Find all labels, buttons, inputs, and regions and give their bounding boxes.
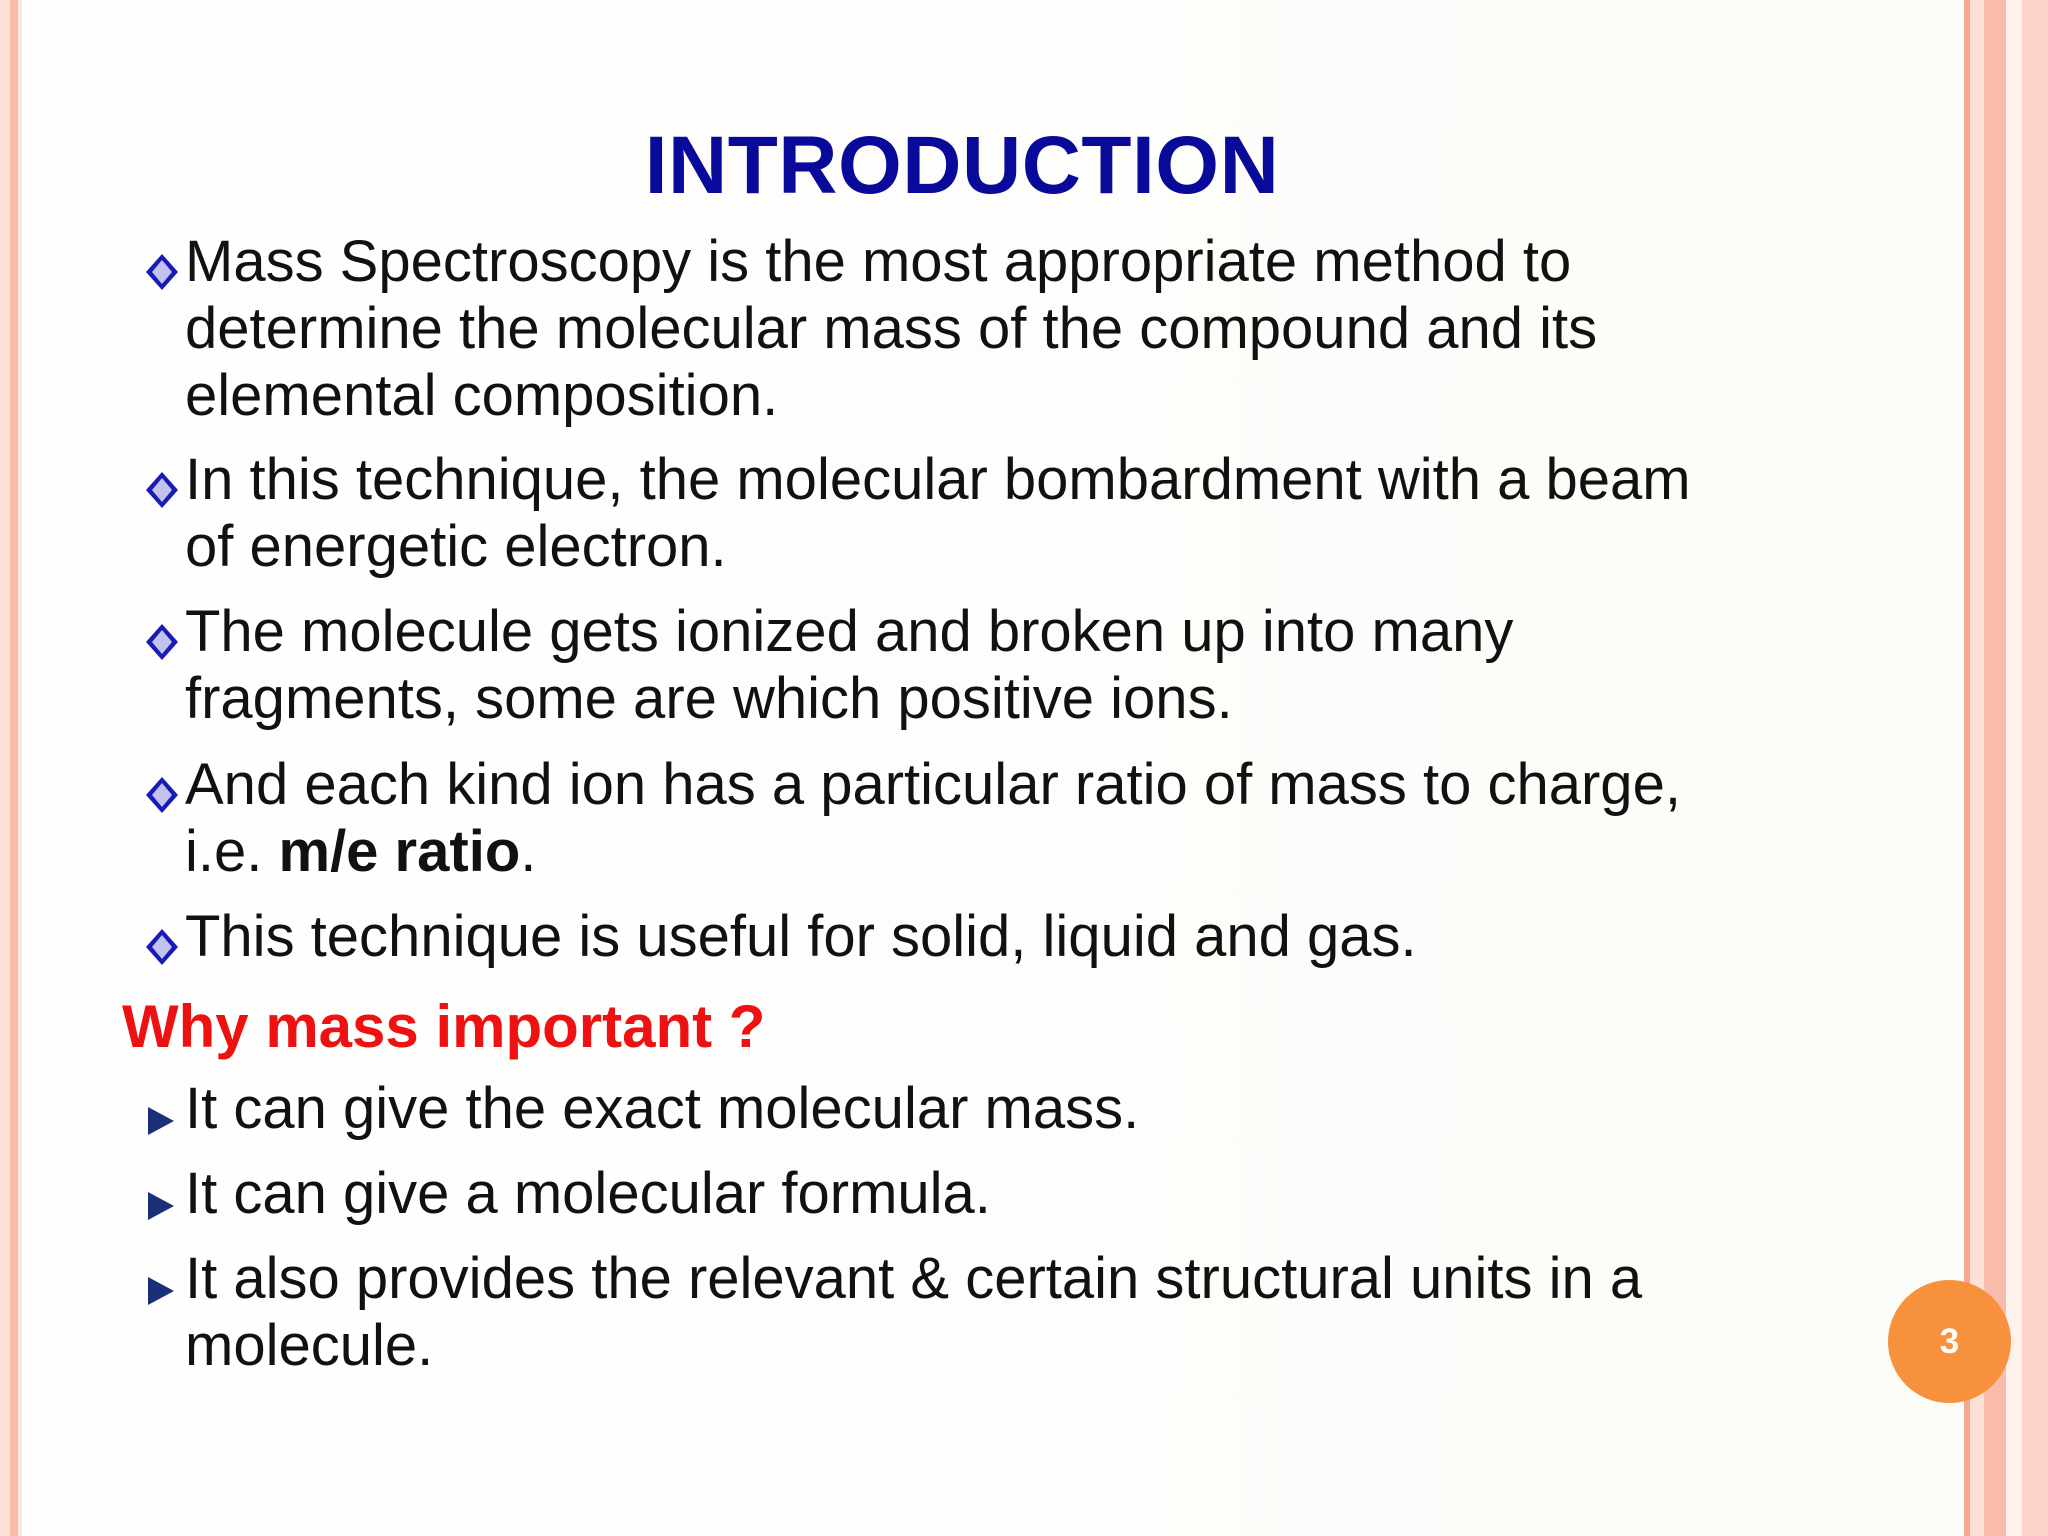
arrow-bullet-icon-svg [140,1099,184,1143]
bullet-2-line-1: In this technique, the molecular bombardment with a beam [185,447,1691,512]
bullet-text-3 [185,598,1845,732]
left-decorative-border [0,0,24,1536]
why-mass-important-heading: Why mass important ? [122,993,766,1060]
bullet-4-line-2-suffix: . [520,819,537,884]
arrow-bullet-icon-svg [140,1184,184,1228]
diamond-bullet-icon-svg [139,619,185,665]
importance-text-1 [185,1075,1845,1142]
importance-1-line-1: It can give the exact molecular mass. [185,1076,1140,1141]
right-border-stripe-lightest [2006,0,2022,1536]
bullet-3-line-1: The molecule gets ionized and broken up into many [185,599,1514,664]
bullet-1-line-3: elemental composition. [185,363,779,428]
left-border-stripe-thin [18,0,22,1536]
bullet-text-2 [185,446,1845,580]
diamond-bullet-icon-svg [139,467,185,513]
importance-3-line-2: molecule. [185,1313,434,1378]
bullet-3-line-2: fragments, some are which positive ions. [185,666,1233,731]
bullet-text-5 [185,903,1845,970]
right-border-stripe-outer [2022,0,2048,1536]
importance-3-line-1: It also provides the relevant & certain structural units in a [185,1246,1643,1311]
slide-title: INTRODUCTION [644,120,1280,211]
bullet-1-line-1: Mass Spectroscopy is the most appropriate method to [185,229,1572,294]
diamond-bullet-icon-svg [139,249,185,295]
bullet-text-4 [185,751,1845,885]
diamond-bullet-icon-svg [139,924,185,970]
mre-ratio-emphasis: m/e ratio [278,819,521,884]
left-border-stripe-mid [10,0,18,1536]
bullet-4-line-2-prefix: i.e. [185,819,279,884]
importance-text-2 [185,1160,1845,1227]
bullet-2-line-2: of energetic electron. [185,514,727,579]
importance-2-line-1: It can give a molecular formula. [185,1161,991,1226]
slide-canvas [24,0,1964,1536]
page-number-badge: 3 [1888,1280,2011,1403]
importance-text-3 [185,1245,1845,1379]
left-border-stripe-light [0,0,10,1536]
bullet-4-line-2 [185,818,1845,885]
bullet-text-1 [185,228,1845,429]
bullet-1-line-2: determine the molecular mass of the compound and its [185,296,1598,361]
diamond-bullet-icon-svg [139,772,185,818]
bullet-5-line-1: This technique is useful for solid, liquid and gas. [185,904,1417,969]
arrow-bullet-icon-svg [140,1269,184,1313]
bullet-4-line-1: And each kind ion has a particular ratio of mass to charge, [185,752,1681,817]
